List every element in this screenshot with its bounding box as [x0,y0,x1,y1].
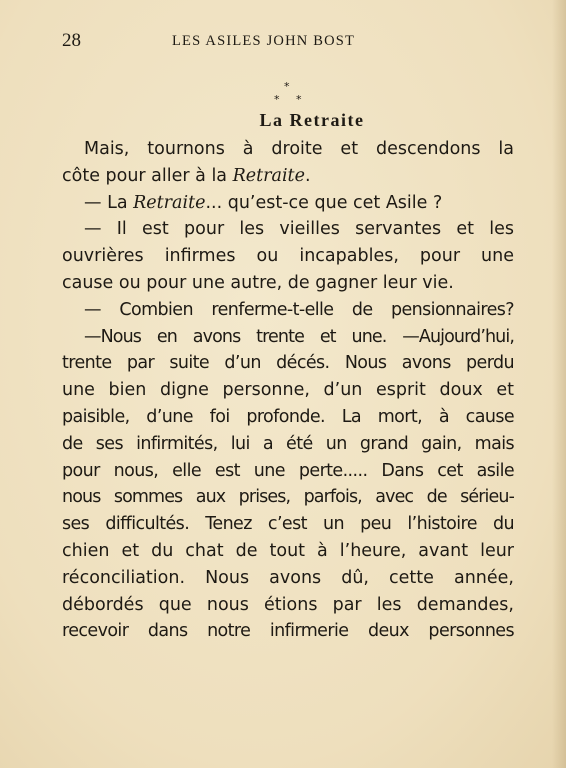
text-line: pour nous, elle est une perte..... Dans cet asile [62,460,514,481]
asterisk-top: * [284,80,290,93]
page-number: 28 [62,30,81,51]
asterism-ornament [270,80,314,108]
asterisk-left: * [274,93,280,106]
text-line: une bien digne personne, d’un esprit doux et [62,380,514,401]
text-line: nous sommes aux prises, parfois, avec de sérieu- [62,487,514,508]
text-line: débordés que nous étions par les demandes, [62,594,514,615]
section-title: La Retraite [259,110,365,130]
text-run: . [304,165,311,186]
page-header [62,30,514,54]
text-line: chien et du chat de tout à l’heure, avant leur [62,540,514,561]
text-line: trente par suite d’un décés. Nous avons perdu [62,353,514,374]
text-run: ... qu’est-ce que cet Asile ? [205,192,443,213]
text-line [62,163,514,190]
text-line: cause ou pour une autre, de gagner leur vie. [62,272,454,293]
text-line: réconciliation. Nous avons dû, cette année, [62,567,514,588]
body-text [62,136,514,645]
text-line: paisible, d’une foi profonde. La mort, à cause [62,406,514,427]
text-line: —Nous en avons trente et une. —Aujourd’hui, [84,326,514,347]
text-line [62,190,514,217]
asterisk-right: * [296,93,302,106]
text-line: de ses infirmités, lui a été un grand gain, mais [62,433,514,454]
italic-run: Retraite [232,165,305,186]
italic-run: Retraite [133,192,206,213]
text-run: — La [84,192,134,213]
text-run: côte pour aller à la [62,165,233,186]
text-line: Mais, tournons à droite et descendons la [84,139,514,159]
text-line: ouvrières infirmes ou incapables, pour une [62,246,514,267]
text-line: — Il est pour les vieilles servantes et les [84,219,514,240]
text-line: ses difficultés. Tenez c’est un peu l’histoire du [62,514,514,535]
text-line: — Combien renferme-t-elle de pensionnaires? [84,299,514,320]
running-title: LES ASILES JOHN BOST [172,33,356,49]
text-line: recevoir dans notre infirmerie deux personnes [62,621,514,642]
